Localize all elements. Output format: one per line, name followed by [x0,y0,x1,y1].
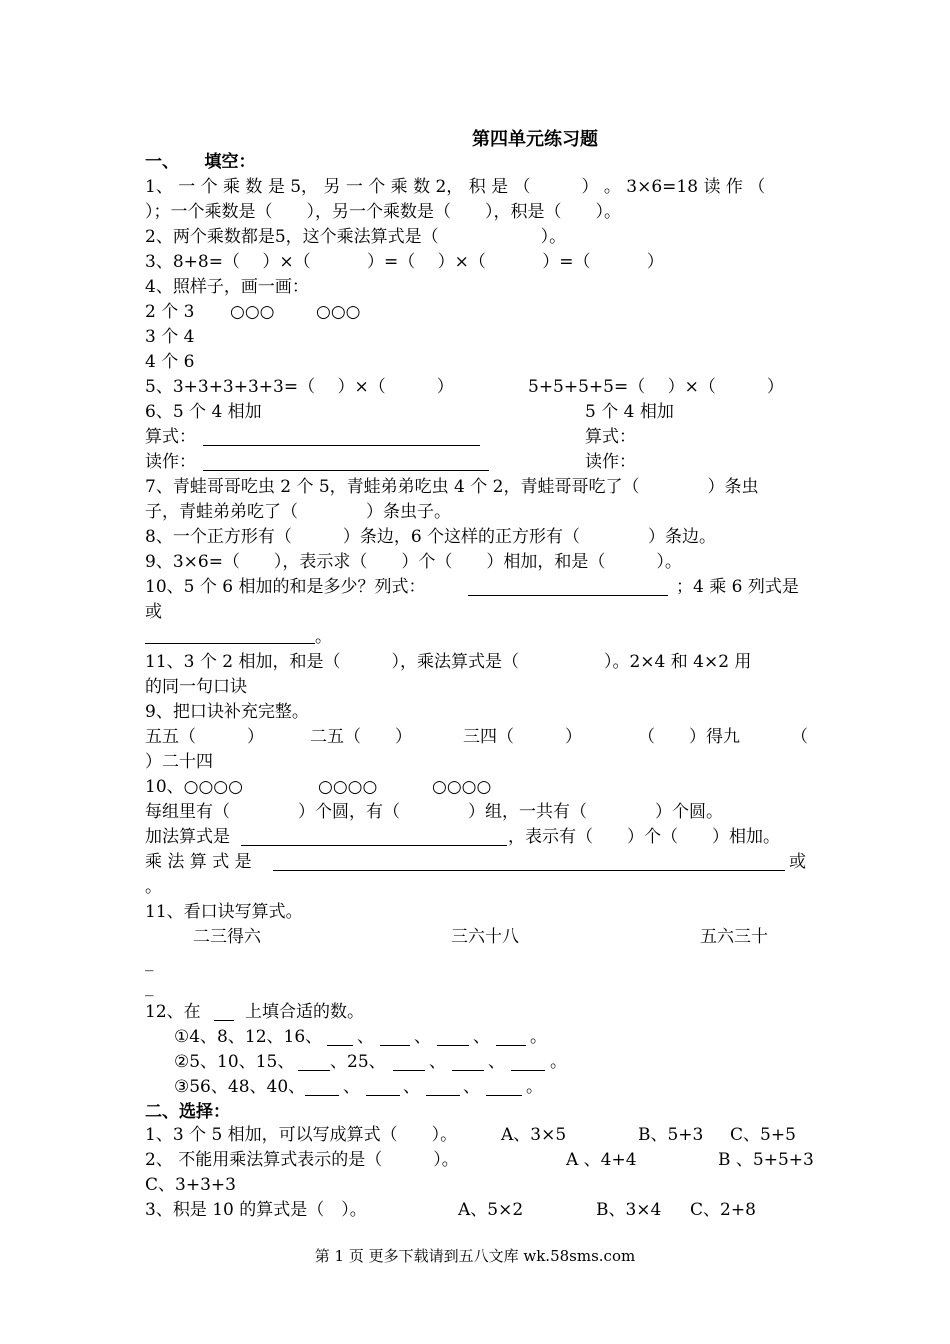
q12-row2-sep-3: 、 [488,1052,505,1072]
q10-blank-1[interactable] [468,595,668,596]
q12-row3-blank-2[interactable] [366,1095,400,1096]
q6-read-label: 读作： [145,452,196,472]
q12-row1-start: ①4、8、12、16、 [174,1027,323,1047]
q12-row2-end: 。 [550,1052,567,1072]
page-title: 第四单元练习题 [472,129,598,150]
q12-row2-mid: 、25、 [330,1052,386,1072]
q10-line1a: 10、5 个 6 相加的和是多少？列式： [145,577,426,597]
q3-text: 3、8+8=（ ）×（ ）=（ ）×（ ）=（ ） [145,252,664,272]
q7-line1: 7、青蛙哥哥吃虫 2 个 5，青蛙弟弟吃虫 4 个 2，青蛙哥哥吃了（ ）条虫 [145,477,759,497]
q12-row2-blank-1[interactable] [298,1070,330,1071]
q4-circles-1: ○○○ [230,302,275,322]
q10b-line2: 每组里有（ ）个圆，有（ ）组，一共有（ ）个圆。 [145,802,723,822]
q12-row2-blank-4[interactable] [511,1070,545,1071]
q12-row3-blank-4[interactable] [486,1095,522,1096]
q6-left: 6、5 个 4 相加 [145,402,262,422]
q4-circles-2: ○○○ [316,302,361,322]
q12-row1-end: 。 [530,1027,547,1047]
q10b-add-blank[interactable] [241,845,507,846]
c1-option-b: B、5+3 [638,1125,704,1145]
q10b-line4b: 或 [789,852,806,872]
section-1-heading: 一、 填空： [145,152,256,172]
q10-line1b: ；4 乘 6 列式是 [676,577,799,597]
q11b-line1: 11、看口诀写算式。 [145,902,303,922]
q11b-a: 二三得六 [193,927,261,947]
q12-row2-blank-2[interactable] [393,1070,425,1071]
c2-option-a: A 、4+4 [566,1150,637,1170]
q11-line2: 的同一句口诀 [145,677,247,697]
q11b-b: 三六十八 [451,927,519,947]
q8-text: 8、一个正方形有（ ）条边，6 个这样的正方形有（ ）条边。 [145,527,717,547]
q12-row1-blank-4[interactable] [496,1045,526,1046]
c1-option-c: C、5+5 [730,1125,796,1145]
q12-row3-sep-2: 、 [403,1077,420,1097]
q11b-dash-2: _ [145,977,154,997]
q10b-mul-blank[interactable] [273,870,785,871]
c2-option-b: B 、5+5+3 [718,1150,814,1170]
q12-row1-sep-2: 、 [414,1027,431,1047]
q7-line2: 子，青蛙弟弟吃了（ ）条虫子。 [145,502,451,522]
q12-row3-blank-3[interactable] [426,1095,460,1096]
q4-row2-label: 3 个 4 [145,327,195,347]
q12-row3-blank-1[interactable] [305,1095,339,1096]
q12-row3-sep-1: 、 [343,1077,360,1097]
q12-line1b: 上填合适的数。 [245,1002,364,1022]
q9b-line3: ）二十四 [145,752,213,772]
q10b-line3b: ，表示有（ ）个（ ）相加。 [508,827,780,847]
page-footer: 第 1 页 更多下载请到五八文库 wk.58sms.com [314,1247,636,1265]
q2-text: 2、两个乘数都是5，这个乘法算式是（ ）。 [145,227,567,247]
q4-row1-label: 2 个 3 [145,302,195,322]
q12-row3-sep-3: 、 [463,1077,480,1097]
q6-formula-label-right: 算式： [585,427,636,447]
c2-question: 2、 不能用乘法算式表示的是（ ）。 [145,1150,459,1170]
q4-row3-label: 4 个 6 [145,352,195,372]
q6-formula-blank[interactable] [203,445,480,446]
q10b-circles-3: ○○○○ [432,777,492,797]
q12-row2-start: ②5、10、15、 [174,1052,295,1072]
q12-line1a: 12、在 [145,1002,201,1022]
c1-option-a: A、3×5 [501,1125,567,1145]
q12-row1-sep-1: 、 [357,1027,374,1047]
c1-question: 1、3 个 5 相加，可以写成算式（ ）。 [145,1125,458,1145]
c3-option-a: A、5×2 [458,1200,524,1220]
q10-line2: 或 [145,602,162,622]
q11b-c: 五六三十 [700,927,768,947]
q1-line1: 1、 一 个 乘 数 是 5， 另 一 个 乘 数 2， 积 是 （ ） 。 3×6=18 读 作 （ [145,177,766,197]
q10b-line3a: 加法算式是 [145,827,230,847]
q9b-line1: 9、把口诀补充完整。 [145,702,309,722]
q11b-dash-1: _ [145,952,154,972]
q6-read-blank[interactable] [203,470,489,471]
q10b-line4a: 乘 法 算 式 是 [145,852,252,872]
q12-example-blank [214,1020,234,1021]
q12-row1-blank-1[interactable] [327,1045,353,1046]
q12-row3-start: ③56、48、40、 [174,1077,306,1097]
q12-row1-blank-2[interactable] [380,1045,410,1046]
q10-line3-end: 。 [315,627,332,647]
q6-formula-label: 算式： [145,427,196,447]
c3-option-b: B、3×4 [596,1200,662,1220]
q10b-line5: 。 [145,877,162,897]
section-2-heading: 二、选择： [145,1102,230,1122]
q9b-item-2: 二五（ ） [310,727,412,747]
q12-row1-blank-3[interactable] [437,1045,469,1046]
q9-text: 9、3×6=（ ），表示求（ ）个（ ）相加，和是（ ）。 [145,552,682,572]
q10b-label: 10、○○○○ [145,777,243,797]
q4-line1: 4、照样子，画一画： [145,277,309,297]
q12-row2-sep-2: 、 [429,1052,446,1072]
q12-row2-blank-3[interactable] [452,1070,484,1071]
q11-line1: 11、3 个 2 相加，和是（ ），乘法算式是（ ）。2×4 和 4×2 用 [145,652,752,672]
q6-right: 5 个 4 相加 [585,402,674,422]
q5-left: 5、3+3+3+3+3=（ ）×（ ） [145,377,454,397]
q9b-item-3: 三四（ ） [463,727,582,747]
q1-line2: ）；一个乘数是（ ），另一个乘数是（ ），积是（ ）。 [145,202,621,222]
q9b-item-4: （ ）得九 [638,727,740,747]
q10-blank-2[interactable] [145,643,315,644]
q9b-item-5: （ [791,727,808,747]
q5-right: 5+5+5+5=（ ）×（ ） [528,377,784,397]
q9b-item-1: 五五（ ） [145,727,264,747]
c3-question: 3、积是 10 的算式是（ ）。 [145,1200,367,1220]
q12-row1-sep-3: 、 [473,1027,490,1047]
c2-option-c: C、3+3+3 [145,1175,236,1195]
c3-option-c: C、2+8 [690,1200,756,1220]
q6-read-label-right: 读作： [585,452,636,472]
q12-row3-end: 。 [526,1077,543,1097]
q10b-circles-2: ○○○○ [318,777,378,797]
